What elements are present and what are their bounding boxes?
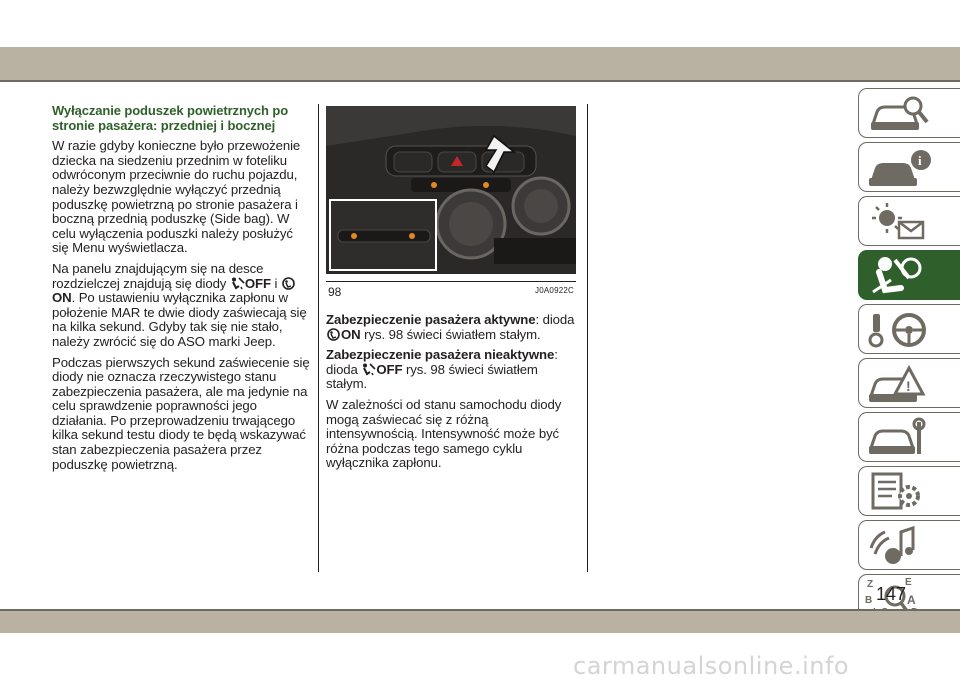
airbag-off-icon (230, 277, 245, 290)
inactive-paragraph (326, 348, 578, 392)
emergency-car-icon (865, 362, 955, 406)
index-letter-a: A (907, 593, 916, 607)
page-number: 147 (876, 584, 907, 604)
active-text-b: rys. 98 świeci światłem stałym. (364, 326, 541, 342)
footer-rule (0, 609, 960, 611)
steering-key-icon (865, 308, 955, 352)
on-label: ON (52, 290, 72, 306)
intensity-paragraph: W zależności od stanu samochodu diody mogą zaświecać się z różną intensywnością. Intensywność może być różna podczas tego samego cyklu wyłącznika zapłonu. (326, 396, 562, 471)
tab-car-search[interactable] (858, 88, 960, 138)
specifications-icon (865, 470, 955, 514)
inactive-text-c: rys. 98 świeci światłem stałym. (326, 361, 538, 392)
paragraph-1: W razie gdyby konieczne było przewożenie dziecka na siedzeniu przednim w foteliku odwróconym przeciwnie do ruchu pojazdu, należy bezwzględnie wyłączyć przednią poduszkę powietrzną po stronie pasażera i boczną przednią poduszkę (Side bag). W celu wyłączenia poduszki należy posłużyć się Menu wyświetlacza. (52, 138, 301, 256)
tab-car-info[interactable] (858, 142, 960, 192)
tab-steering[interactable] (858, 304, 960, 354)
paragraph-2 (52, 262, 310, 350)
index-letter-b: B (865, 595, 873, 606)
off-label: OFF (244, 275, 271, 291)
car-info-icon (865, 146, 955, 190)
figure-photo (326, 106, 576, 274)
tab-emergency[interactable] (858, 358, 960, 408)
dashboard-illustration (326, 106, 576, 274)
active-label: Zabezpieczenie pasażera aktywne (326, 312, 536, 327)
inactive-text-a: : (554, 347, 558, 363)
index-letter-z: Z (867, 579, 874, 590)
multimedia-icon (865, 524, 955, 568)
paragraph-3: Podczas pierwszych sekund zaświecenie się diody nie oznacza rzeczywistego stanu zabezpieczenia pasażera, ale ma jedynie na celu sprawdzenie poprawności jego działania. Po przeprowadzeniu trwającego kilka sekund testu diody te będą wskazywać stan zabezpieczenia pasażera przez poduszkę powietrzną. (52, 354, 310, 472)
svg-text:i: i (918, 153, 922, 168)
left-column (52, 104, 310, 478)
active-paragraph (326, 313, 578, 342)
figure-caption (326, 281, 576, 298)
safety-person-icon (865, 254, 955, 298)
car-maintenance-icon (865, 416, 955, 460)
right-column (326, 313, 578, 477)
active-text-a: : dioda (535, 312, 575, 327)
header-rule (0, 80, 960, 82)
and-word: i (274, 275, 278, 291)
inactive-label: Zabezpieczenie pasażera nieaktywne (326, 347, 555, 363)
right-on-label: ON (341, 326, 361, 342)
header-band (0, 0, 960, 82)
index-letter-e: E (905, 577, 912, 588)
airbag-off-icon (361, 363, 376, 376)
right-off-label: OFF (376, 361, 403, 377)
tab-specifications[interactable] (858, 466, 960, 516)
tab-warning-lights[interactable] (858, 196, 960, 246)
tab-multimedia[interactable] (858, 520, 960, 570)
figure-number: 98 (328, 285, 342, 299)
footer-band (0, 609, 960, 633)
warning-lights-icon (865, 200, 955, 244)
paragraph-2-start: Na panelu znajdującym się na desce rozdzielczej znajdują się diody (52, 260, 264, 291)
column-divider-left (318, 104, 319, 572)
paragraph-2-end: . Po ustawieniu wyłącznika zapłonu w położenie MAR te dwie diody zaświecają się na kilka sekund. Gdyby tak się nie stało, należy zwrócić się do ASO marki Jeep. (52, 290, 307, 349)
watermark: carmanualsonline.info (573, 652, 850, 680)
section-heading: Wyłączanie poduszek powietrznych po stronie pasażera: przedniej i bocznej (52, 103, 289, 133)
airbag-on-icon (326, 328, 341, 341)
svg-text:!: ! (906, 378, 911, 394)
column-divider-right (587, 104, 588, 572)
inactive-text-b: dioda (326, 361, 358, 377)
figure-code: J0A0922C (535, 286, 574, 295)
airbag-on-icon (281, 277, 296, 290)
car-search-icon (865, 92, 955, 136)
header-stripe (0, 47, 960, 80)
tab-maintenance[interactable] (858, 412, 960, 462)
tab-safety[interactable] (858, 250, 960, 300)
